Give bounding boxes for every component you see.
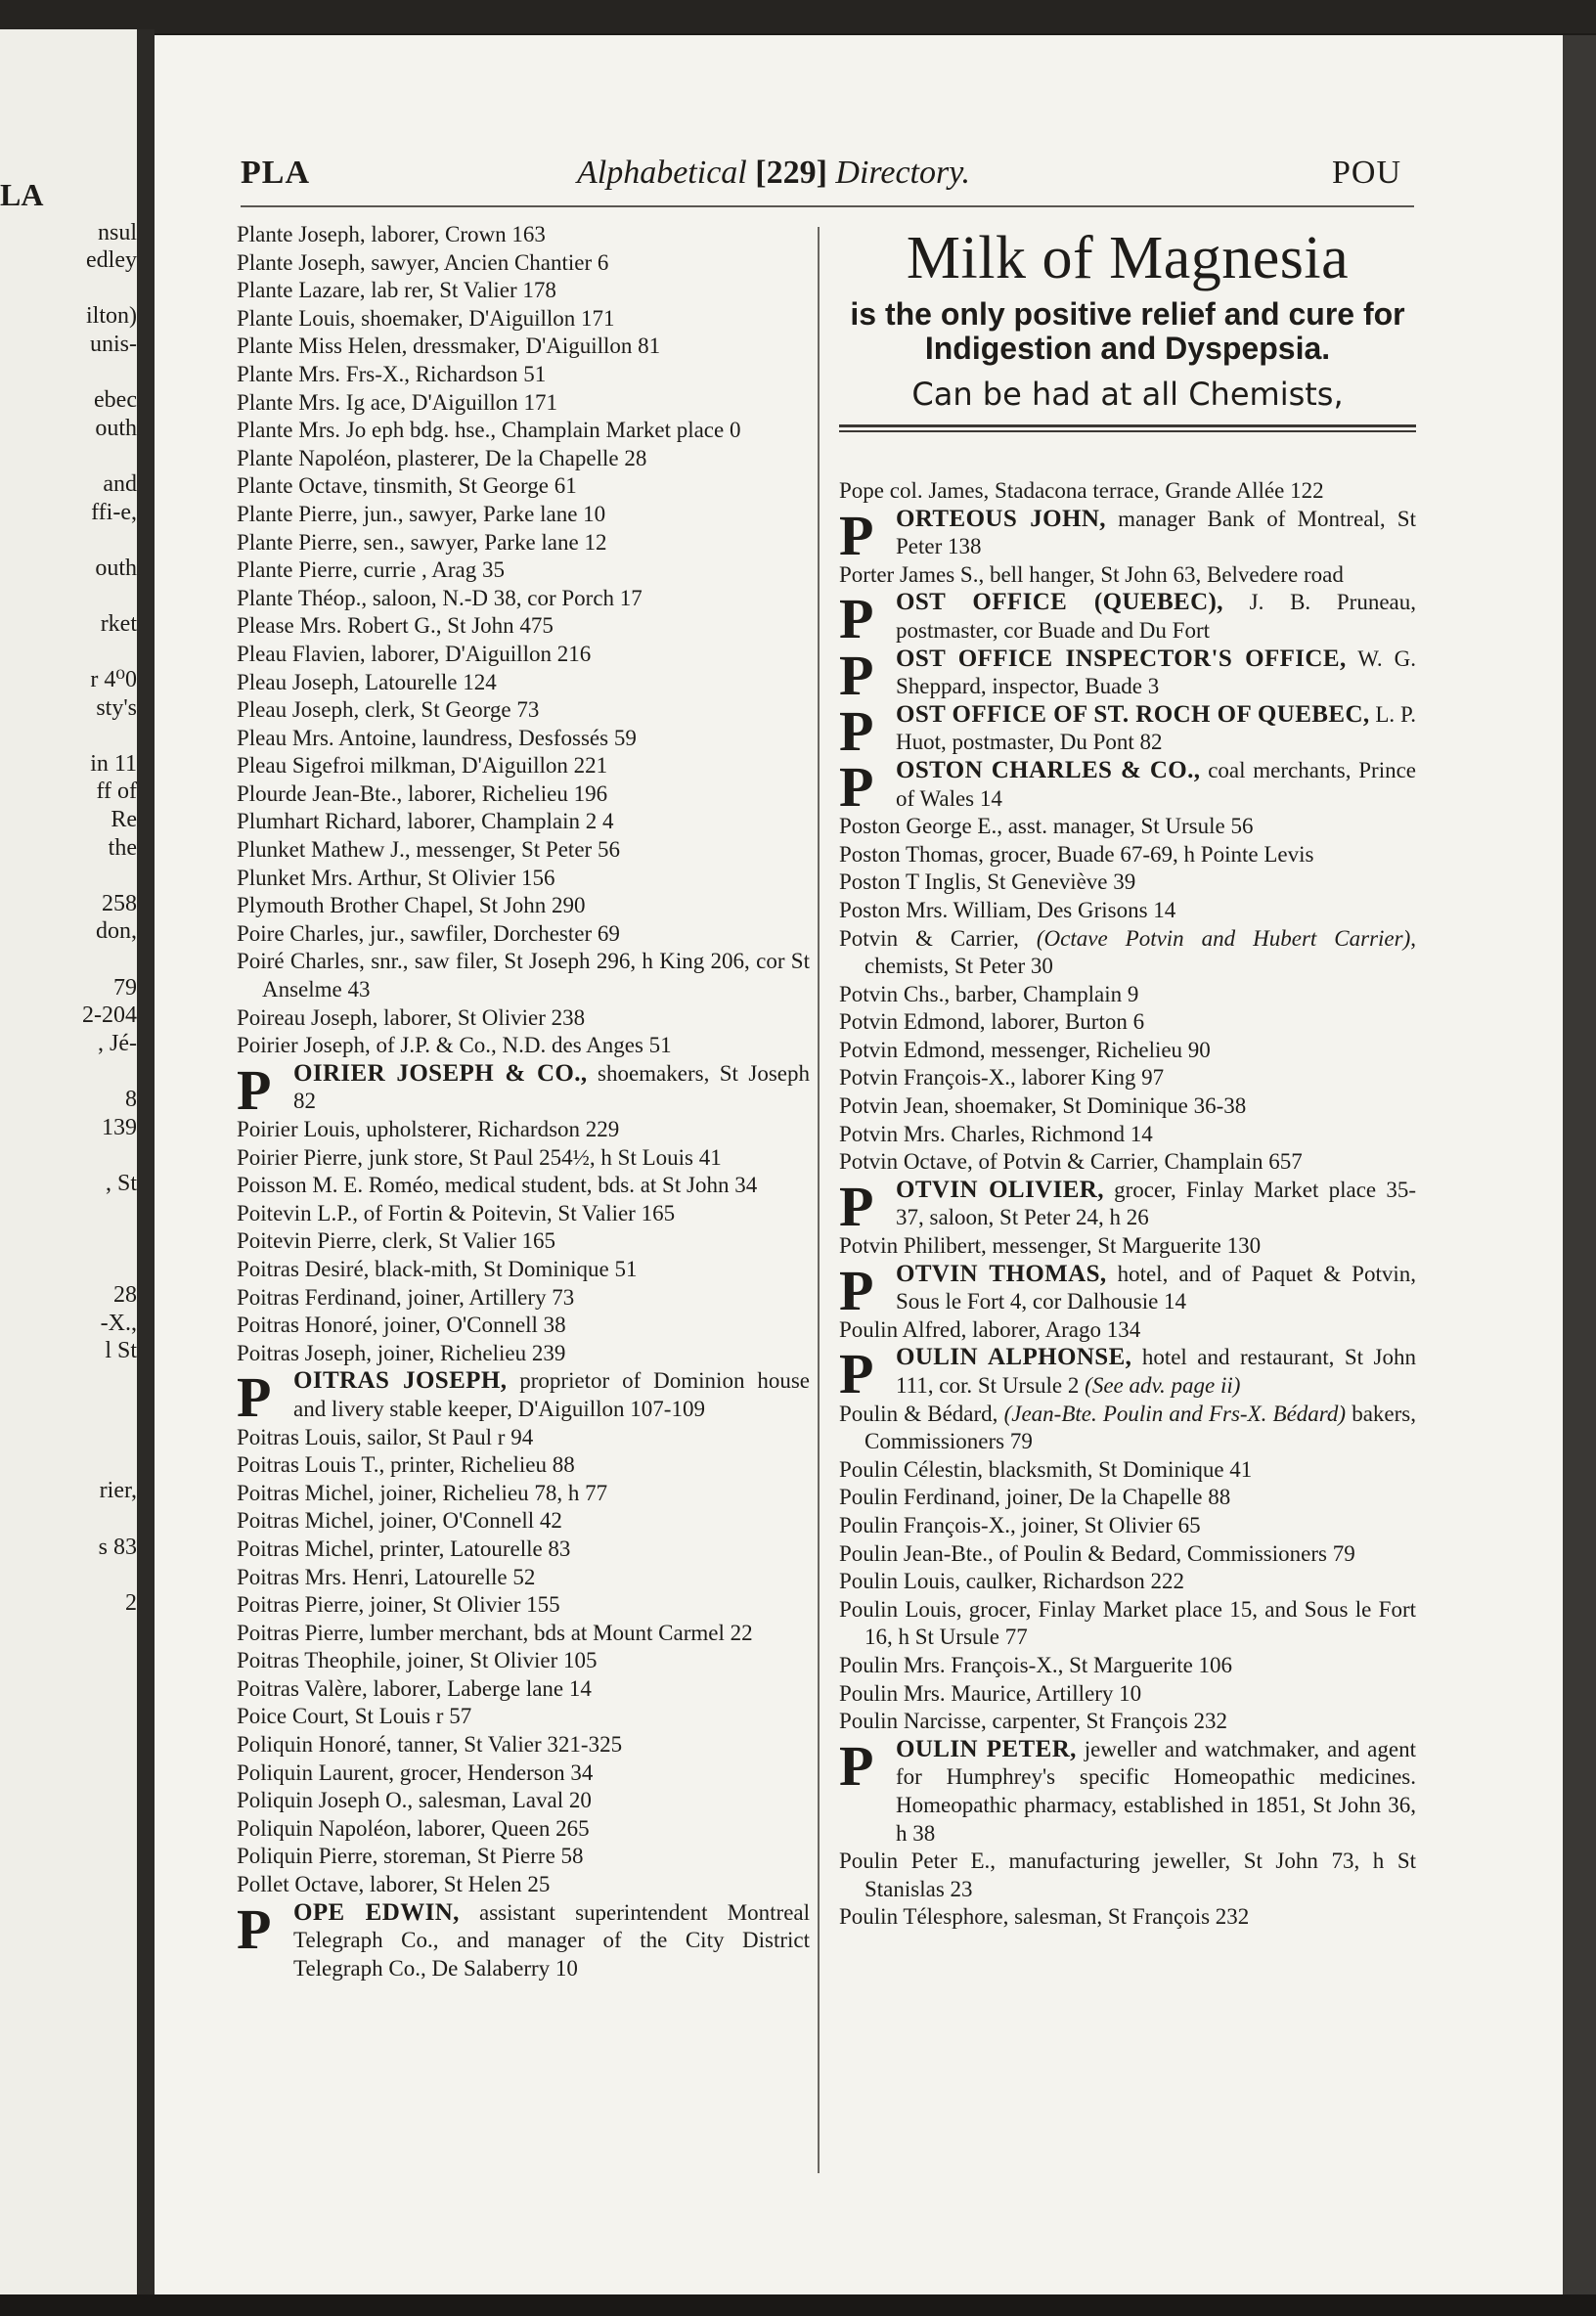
header-center: [577, 155, 970, 192]
entry-name: ORTEOUS JOHN,: [896, 505, 1106, 532]
entry-initial: P: [839, 503, 874, 567]
previous-page-fragment: rier,: [99, 1478, 137, 1504]
directory-entry: [237, 389, 810, 418]
entry-text: L. P. Huot, postmaster, Du Pont 82: [896, 701, 1416, 755]
entry-text: Plante Octave, tinsmith, St George 61: [237, 473, 577, 499]
directory-entry-featured: [237, 1365, 810, 1430]
directory-entry: [839, 841, 1416, 869]
page-number: [229]: [755, 155, 827, 191]
left-column: [237, 221, 810, 1982]
entry-text: Poice Court, St Louis r 57: [237, 1704, 472, 1729]
entry-text: Potvin Edmond, laborer, Burton 6: [839, 1009, 1145, 1035]
directory-entry-featured: [839, 643, 1416, 707]
directory-entry-featured: [839, 1174, 1417, 1238]
directory-entry: [237, 920, 810, 949]
directory-entry: [237, 752, 810, 780]
entry-text: Poliquin Laurent, grocer, Henderson 34: [237, 1759, 594, 1785]
directory-entry: [237, 1675, 810, 1704]
directory-entry-featured: [839, 754, 1416, 819]
directory-entry: [237, 1256, 810, 1284]
entry-text: Poulin Jean-Bte., of Poulin & Bedard, Commissioners 79: [839, 1540, 1355, 1566]
entry-text: Plante Mrs. Jo eph bdg. hse., Champlain Market place 0: [237, 418, 741, 443]
entry-text: Plante Lazare, lab rer, St Valier 178: [237, 278, 556, 303]
entry-text: Pleau Sigefroi milkman, D'Aiguillon 221: [237, 753, 608, 779]
entry-name: OTVIN THOMAS,: [896, 1260, 1107, 1287]
scan-top-band: [0, 0, 1596, 33]
directory-entry: [237, 1647, 810, 1675]
entry-text: Potvin Jean, shoemaker, St Dominique 36-38: [839, 1093, 1247, 1119]
entry-text: assistant superintendent Montreal Telegraph Co., and manager of the City District Telegraph Co., De Salaberry 10: [293, 1899, 810, 1981]
entry-name: OITRAS JOSEPH,: [293, 1367, 508, 1395]
entry-text: Plumhart Richard, laborer, Champlain 2 4: [237, 809, 614, 834]
directory-entry-featured: [237, 1057, 810, 1122]
entry-text: Poitras Mrs. Henri, Latourelle 52: [237, 1564, 536, 1589]
right-column: [839, 477, 1416, 1932]
entry-text: Poulin & Bédard,: [839, 1401, 1004, 1426]
previous-page-fragment: [0, 722, 137, 750]
previous-page-fragment: 8: [125, 1087, 137, 1112]
entry-text: Potvin & Carrier,: [839, 925, 1037, 951]
entry-text: Please Mrs. Robert G., St John 475: [237, 613, 554, 639]
entry-name: OPE EDWIN,: [293, 1898, 460, 1926]
entry-text: Plante Pierre, sen., sawyer, Parke lane 12: [237, 529, 607, 555]
directory-entry: [237, 612, 810, 641]
previous-page-fragment: edley: [86, 247, 137, 274]
previous-page-fragment: ff of: [96, 779, 137, 805]
directory-entry: [839, 1232, 1416, 1261]
directory-entry: [237, 1731, 810, 1759]
directory-entry: [237, 1424, 810, 1452]
entry-text: Plante Napoléon, plasterer, De la Chapelle 28: [237, 445, 647, 470]
directory-entry: [839, 477, 1416, 506]
entry-initial: P: [839, 754, 874, 819]
entry-text: jeweller and watchmaker, and agent for Humphrey's specific Homeopathic medicines. Homeopathic pharmacy, established in 1851, St John 36, h 38: [896, 1736, 1416, 1846]
entry-text: Potvin Philibert, messenger, St Marguerite 130: [839, 1233, 1262, 1259]
directory-entry: [237, 1312, 810, 1340]
entry-text: Poliquin Joseph O., salesman, Laval 20: [237, 1788, 592, 1813]
entry-text: Poston Mrs. William, Des Grisons 14: [839, 897, 1176, 922]
entry-text: Plante Pierre, jun., sawyer, Parke lane 10: [237, 501, 606, 526]
directory-entry: [237, 472, 810, 501]
directory-entry: [237, 1144, 810, 1173]
directory-entry-featured: [839, 1733, 1416, 1848]
entry-name: OST OFFICE INSPECTOR'S OFFICE,: [896, 645, 1347, 672]
directory-entry-featured: [839, 503, 1416, 567]
entry-text: coal merchants, Prince of Wales 14: [896, 757, 1416, 811]
book-gutter: [137, 29, 155, 2308]
entry-name: OULIN PETER,: [896, 1735, 1077, 1762]
directory-entry: [839, 1540, 1416, 1569]
directory-entry: [237, 836, 810, 865]
entry-text: Poston Thomas, grocer, Buade 67-69, h Pointe Levis: [839, 841, 1314, 867]
entry-text: Pleau Flavien, laborer, D'Aiguillon 216: [237, 641, 592, 666]
directory-entry: [237, 1227, 810, 1256]
directory-entry: [237, 1871, 810, 1899]
entry-text: Poulin Ferdinand, joiner, De la Chapelle 88: [839, 1485, 1231, 1510]
previous-page-fragment: [0, 275, 137, 303]
entry-text: Poitras Louis T., printer, Richelieu 88: [237, 1452, 575, 1478]
entry-text: Poireau Joseph, laborer, St Olivier 238: [237, 1004, 586, 1030]
entry-initial: P: [237, 1896, 272, 1961]
entry-text: Poulin François-X., joiner, St Olivier 65: [839, 1512, 1201, 1537]
entry-text-after: , chemists, St Peter 30: [864, 925, 1416, 979]
directory-entry: [237, 501, 810, 529]
directory-entry: [839, 561, 1416, 590]
directory-entry: [839, 1512, 1416, 1540]
milk-of-magnesia-ad: [839, 225, 1416, 432]
previous-page-fragment: [0, 946, 137, 974]
ad-rule: [839, 424, 1416, 427]
previous-page-fragment: [0, 1057, 137, 1086]
entry-text: Poitras Joseph, joiner, Richelieu 239: [237, 1340, 566, 1365]
directory-entry: [237, 333, 810, 361]
previous-page-fragment: 79: [113, 974, 137, 1001]
entry-name: OIRIER JOSEPH & CO.,: [293, 1059, 588, 1087]
directory-entry: [839, 981, 1416, 1009]
previous-page-fragment: outh: [95, 415, 137, 441]
entry-text: Poitevin Pierre, clerk, St Valier 165: [237, 1228, 555, 1254]
directory-entry: [237, 529, 810, 557]
entry-text: grocer, Finlay Market place 35-37, saloon, St Peter 24, h 26: [896, 1177, 1417, 1230]
directory-entry: [839, 1148, 1416, 1177]
entry-text: Poulin Mrs. François-X., St Marguerite 106: [839, 1652, 1233, 1677]
directory-entry: [839, 1008, 1416, 1037]
directory-entry: [839, 1680, 1416, 1709]
directory-entry: [237, 1032, 810, 1060]
entry-text: Poisson M. E. Roméo, medical student, bds. at St John 34: [237, 1173, 758, 1198]
entry-text: Potvin Mrs. Charles, Richmond 14: [839, 1121, 1153, 1146]
directory-entry: [839, 1064, 1416, 1092]
scan-bottom-band: [0, 2294, 1596, 2316]
ad-footer: Can be had at all Chemists,: [911, 376, 1344, 413]
directory-entry: [237, 1759, 810, 1788]
header-left: PLA: [241, 155, 310, 191]
entry-text: Pleau Mrs. Antoine, laundress, Desfossés 59: [237, 725, 637, 750]
entry-text: Plunket Mathew J., messenger, St Peter 56: [237, 837, 620, 863]
entry-text: Plourde Jean-Bte., laborer, Richelieu 196: [237, 780, 608, 806]
entry-name: OST OFFICE OF ST. ROCH OF QUEBEC,: [896, 700, 1370, 728]
directory-entry: [839, 1484, 1416, 1512]
entry-text: Plante Mrs. Frs-X., Richardson 51: [237, 361, 547, 386]
column-divider: [818, 227, 820, 2173]
entry-name: OST OFFICE (QUEBEC),: [896, 589, 1223, 616]
directory-entry: [237, 1703, 810, 1731]
directory-entry: [237, 696, 810, 725]
entry-text: Poliquin Pierre, storeman, St Pierre 58: [237, 1844, 584, 1869]
previous-page-fragment: sty's: [96, 694, 137, 721]
entry-text: Plunket Mrs. Arthur, St Olivier 156: [237, 865, 555, 890]
directory-entry: [237, 1116, 810, 1144]
entry-text: W. G. Sheppard, inspector, Buade 3: [896, 646, 1416, 699]
ad-body: is the only positive relief and cure for Indigestion and Dyspepsia.: [850, 296, 1405, 366]
entry-text: Poitras Ferdinand, joiner, Artillery 73: [237, 1284, 575, 1310]
entry-text: Potvin Edmond, messenger, Richelieu 90: [839, 1037, 1211, 1062]
directory-entry: [839, 1708, 1416, 1736]
previous-page-fragment: [0, 1505, 137, 1534]
previous-page-fragment: [0, 1254, 137, 1282]
entry-text: Poulin Mrs. Maurice, Artillery 10: [839, 1680, 1142, 1706]
previous-page-fragment: , Jé-: [98, 1030, 137, 1056]
directory-entry: [237, 249, 810, 278]
previous-page-fragment: [0, 442, 137, 470]
directory-entry-featured: [237, 1896, 810, 1983]
entry-text: hotel and restaurant, St John 111, cor. St Ursule 2: [896, 1345, 1416, 1398]
entry-text: Plymouth Brother Chapel, St John 290: [237, 893, 586, 918]
entry-partners: (Jean-Bte. Poulin and Frs-X. Bédard): [1003, 1401, 1347, 1426]
entry-text: Poliquin Napoléon, laborer, Queen 265: [237, 1815, 590, 1841]
entry-text: Potvin Chs., barber, Champlain 9: [839, 981, 1139, 1006]
previous-page-fragment: [0, 1225, 137, 1254]
entry-text: Plante Joseph, laborer, Crown 163: [237, 222, 546, 246]
entry-initial: P: [839, 1733, 874, 1798]
directory-entry: [237, 1620, 810, 1648]
previous-page-fragment: rket: [100, 610, 137, 637]
previous-page-fragment: Re: [111, 807, 137, 833]
previous-page-fragment: [0, 1365, 137, 1394]
previous-page-heading: LA: [0, 181, 44, 209]
directory-entry: [237, 361, 810, 389]
directory-entry: [237, 808, 810, 836]
directory-entry-featured: [839, 1342, 1416, 1406]
entry-text: Poitras Valère, laborer, Laberge lane 14: [237, 1675, 592, 1701]
directory-entry: [237, 445, 810, 473]
directory-entry-featured: [839, 1258, 1416, 1322]
previous-page-fragment: unis-: [90, 331, 137, 357]
directory-entry: [839, 897, 1416, 925]
entry-initial: P: [839, 643, 874, 707]
directory-entry: [237, 669, 810, 697]
entry-text: Plante Pierre, currie , Arag 35: [237, 557, 505, 583]
previous-page-fragment: outh: [95, 555, 137, 581]
directory-entry: [237, 1507, 810, 1536]
previous-page-fragment: nsul: [97, 219, 137, 245]
directory-entry: [237, 1787, 810, 1815]
previous-page-fragment: [0, 862, 137, 890]
directory-entry: [237, 1480, 810, 1508]
header-title-start: Alphabetical: [577, 155, 747, 191]
previous-page-fragment: [0, 1449, 137, 1478]
entry-text: Poitras Desiré, black-mith, St Dominique 51: [237, 1256, 638, 1281]
previous-page-fragment: [0, 1561, 137, 1589]
entry-text: Plante Mrs. Ig ace, D'Aiguillon 171: [237, 389, 558, 415]
previous-page-fragment: and: [103, 470, 137, 497]
entry-text: Plante Joseph, sawyer, Ancien Chantier 6: [237, 249, 609, 275]
entry-text: Poitras Louis, sailor, St Paul r 94: [237, 1424, 534, 1449]
directory-entry: [839, 1121, 1416, 1149]
entry-text: Pope col. James, Stadacona terrace, Grande Allée 122: [839, 478, 1324, 503]
directory-entry: [237, 1284, 810, 1313]
directory-entry: [237, 221, 810, 249]
entry-text: Poliquin Honoré, tanner, St Valier 321-325: [237, 1732, 623, 1758]
entry-text: Plante Miss Helen, dressmaker, D'Aiguillon 81: [237, 334, 661, 359]
previous-page-fragment: [0, 526, 137, 555]
directory-entry: [237, 1340, 810, 1368]
entry-text: Poirier Louis, upholsterer, Richardson 229: [237, 1117, 620, 1141]
entry-text: hotel, and of Paquet & Potvin, Sous le Fort 4, cor Dalhousie 14: [896, 1261, 1416, 1314]
directory-entry: [839, 868, 1416, 897]
entry-text: Poulin Célestin, blacksmith, St Dominique 41: [839, 1456, 1253, 1482]
directory-entry: [237, 865, 810, 893]
directory-entry: [839, 1596, 1416, 1652]
directory-entry: [839, 1092, 1416, 1121]
directory-entry: [237, 1564, 810, 1592]
entry-name: OSTON CHARLES & CO.,: [896, 756, 1201, 783]
previous-page-fragment: ffi-e,: [91, 499, 137, 525]
entry-text: proprietor of Dominion house and livery stable keeper, D'Aiguillon 107-109: [293, 1368, 810, 1421]
ad-rule-thin: [839, 430, 1416, 432]
previous-page-edge: [0, 29, 147, 2308]
entry-initial: P: [839, 1258, 874, 1322]
entry-text: Poulin Télesphore, salesman, St François 232: [839, 1904, 1250, 1930]
previous-page-fragment: [0, 1394, 137, 1422]
directory-entry: [839, 925, 1416, 981]
previous-page-fragment: , St: [105, 1170, 137, 1196]
directory-entry: [237, 948, 810, 1003]
directory-entry: [839, 1652, 1416, 1680]
previous-page-fragment: l St: [105, 1338, 137, 1364]
entry-text: Pollet Octave, laborer, St Helen 25: [237, 1872, 551, 1897]
entry-text: shoemakers, St Joseph 82: [293, 1060, 810, 1114]
entry-text: Poitras Michel, joiner, Richelieu 78, h 77: [237, 1480, 608, 1505]
directory-entry: [237, 1451, 810, 1480]
directory-entry: [237, 277, 810, 305]
previous-page-fragment: -X.,: [100, 1310, 137, 1336]
previous-page-fragment: 28: [113, 1282, 137, 1309]
entry-text: Poitras Pierre, lumber merchant, bds at Mount Carmel 22: [237, 1620, 753, 1645]
entry-name: OULIN ALPHONSE,: [896, 1344, 1132, 1371]
previous-page-fragment: ebec: [94, 387, 137, 414]
entry-text: J. B. Pruneau, postmaster, cor Buade and Du Fort: [896, 590, 1416, 643]
entry-initial: P: [237, 1057, 272, 1122]
previous-page-fragment: [0, 1141, 137, 1170]
entry-initial: P: [839, 1342, 874, 1406]
directory-entry: [237, 417, 810, 445]
previous-page-fragment: [0, 1421, 137, 1449]
directory-entry: [237, 725, 810, 753]
previous-page-fragment: r 4⁰0: [90, 667, 137, 693]
directory-entry: [237, 305, 810, 334]
directory-entry: [839, 1903, 1416, 1932]
header-rule: [241, 205, 1414, 207]
entry-note: (See adv. page ii): [1085, 1373, 1241, 1398]
previous-page-fragment: don,: [96, 918, 137, 945]
directory-entry: [839, 1568, 1416, 1596]
directory-entry: [237, 1536, 810, 1564]
entry-initial: P: [839, 698, 874, 763]
directory-entry: [237, 1172, 810, 1200]
entry-text: manager Bank of Montreal, St Peter 138: [896, 506, 1416, 559]
entry-text: Poitras Michel, joiner, O'Connell 42: [237, 1508, 562, 1534]
directory-entry: [237, 1591, 810, 1620]
entry-text: Pleau Joseph, clerk, St George 73: [237, 697, 540, 723]
directory-entry: [237, 1815, 810, 1844]
directory-entry: [237, 1843, 810, 1871]
entry-text: Poitras Pierre, joiner, St Olivier 155: [237, 1592, 560, 1618]
directory-entry: [839, 813, 1416, 841]
previous-page-fragment: ilton): [86, 303, 137, 330]
entry-partners: (Octave Potvin and Hubert Carrier): [1036, 925, 1411, 951]
entry-text-after: bakers, Commissioners 79: [864, 1401, 1416, 1454]
previous-page-fragment: [0, 582, 137, 610]
entry-text: Poulin Narcisse, carpenter, St François 232: [839, 1709, 1228, 1734]
previous-page-fragment: s 83: [98, 1534, 137, 1560]
entry-text: Porter James S., bell hanger, St John 63, Belvedere road: [839, 561, 1344, 587]
directory-entry: [839, 1848, 1416, 1903]
entry-initial: P: [839, 1174, 874, 1238]
previous-page-fragment: in 11: [90, 750, 137, 777]
entry-text: Poirier Joseph, of J.P. & Co., N.D. des Anges 51: [237, 1033, 672, 1058]
previous-page-fragment: 258: [102, 890, 137, 916]
directory-entry: [237, 641, 810, 669]
entry-text: Poitevin L.P., of Fortin & Poitevin, St Valier 165: [237, 1200, 676, 1225]
entry-text: Plante Théop., saloon, N.-D 38, cor Porch 17: [237, 585, 643, 610]
entry-text: Potvin François-X., laborer King 97: [839, 1065, 1165, 1091]
directory-entry: [237, 892, 810, 920]
previous-page-fragment: [0, 1197, 137, 1225]
directory-entry: [839, 1401, 1416, 1456]
entry-text: Poulin Alfred, laborer, Arago 134: [839, 1316, 1141, 1342]
entry-text: Poitras Michel, printer, Latourelle 83: [237, 1536, 571, 1561]
directory-entry: [839, 1316, 1416, 1345]
previous-page-fragment: 2: [125, 1589, 137, 1616]
entry-text: Poulin Peter E., manufacturing jeweller, St John 73, h St Stanislas 23: [839, 1848, 1416, 1901]
previous-page-fragment: the: [108, 834, 137, 861]
entry-text: Poston T Inglis, St Geneviève 39: [839, 869, 1136, 895]
entry-text: Plante Louis, shoemaker, D'Aiguillon 171: [237, 305, 615, 331]
header-title-end: Directory.: [835, 155, 970, 191]
directory-entry: [237, 585, 810, 613]
previous-page-fragment: 2-204: [82, 1002, 137, 1029]
entry-name: OTVIN OLIVIER,: [896, 1176, 1104, 1203]
entry-text: Poitras Honoré, joiner, O'Connell 38: [237, 1313, 566, 1338]
entry-text: Potvin Octave, of Potvin & Carrier, Champlain 657: [839, 1149, 1303, 1175]
previous-page-fragment: 139: [102, 1114, 137, 1140]
directory-entry-featured: [839, 698, 1416, 763]
directory-entry: [839, 1037, 1416, 1065]
entry-text: Poulin Louis, caulker, Richardson 222: [839, 1569, 1184, 1594]
entry-text: Poirier Pierre, junk store, St Paul 254½, h St Louis 41: [237, 1144, 722, 1170]
entry-initial: P: [839, 587, 874, 651]
previous-page-fragment: [0, 359, 137, 387]
entry-text: Poiré Charles, snr., saw filer, St Joseph 296, h King 206, cor St Anselme 43: [237, 949, 810, 1002]
entry-text: Pleau Joseph, Latourelle 124: [237, 669, 497, 694]
ad-headline: Milk of Magnesia: [906, 225, 1350, 291]
entry-text: Poulin Louis, grocer, Finlay Market place 15, and Sous le Fort 16, h St Ursule 77: [839, 1596, 1416, 1650]
entry-text: Poitras Theophile, joiner, St Olivier 105: [237, 1648, 598, 1673]
previous-page-fragment: [0, 639, 137, 667]
page-right-edge: [1563, 35, 1596, 2316]
directory-entry: [237, 557, 810, 585]
directory-entry: [839, 1456, 1416, 1485]
directory-entry-featured: [839, 587, 1416, 651]
directory-entry: [237, 1200, 810, 1228]
directory-entry: [237, 1004, 810, 1033]
entry-text: Poire Charles, jur., sawfiler, Dorchester 69: [237, 920, 620, 946]
header-right: POU: [1332, 155, 1402, 191]
entry-initial: P: [237, 1365, 272, 1430]
previous-page-fragments: [0, 181, 137, 1617]
directory-entry: [237, 780, 810, 809]
entry-text: Poston George E., asst. manager, St Ursule 56: [839, 814, 1254, 839]
